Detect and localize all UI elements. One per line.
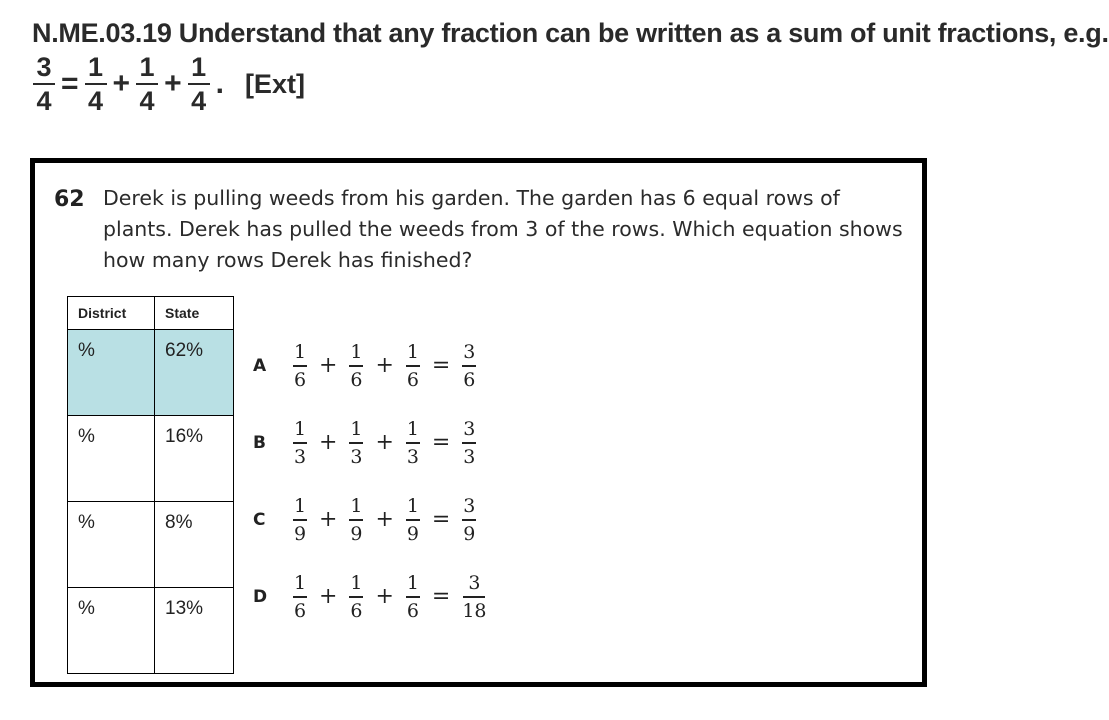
state-cell: 62% [155,330,234,416]
standard-code: N.ME.03.19 [32,18,172,48]
denominator: 3 [406,445,419,468]
fraction-lhs [33,53,55,115]
denominator: 3 [463,445,476,468]
numerator: 1 [293,418,307,440]
denominator: 4 [36,86,52,116]
numerator: 3 [468,572,481,594]
choice-letter: B [253,432,266,453]
fraction-bar [406,596,420,598]
table-row [68,416,234,502]
choice-letter: A [253,355,267,376]
fraction-bar [462,365,476,367]
standard-header [32,18,1109,116]
plus-sign: + [375,507,394,533]
fraction-bar [293,442,307,444]
district-cell: % [68,416,155,502]
numerator: 1 [139,52,155,82]
district-cell: % [68,330,155,416]
extension-tag: [Ext] [244,68,305,99]
numerator: 1 [350,495,363,517]
fraction [406,341,420,391]
table-row [68,502,234,588]
equals-sign: = [431,584,451,610]
fraction-bar [349,442,363,444]
fraction [349,418,363,468]
fraction-bar [188,83,210,85]
state-cell: 16% [155,416,234,502]
fraction [293,572,307,622]
fraction [293,418,307,468]
fraction-bar [349,596,363,598]
answer-choice-b[interactable] [253,418,476,468]
equals-sign: = [61,67,79,100]
period: . [215,67,224,100]
numerator: 1 [293,572,307,594]
numerator: 1 [406,572,419,594]
standard-description: Understand that any fraction can be written as a sum of unit fractions, e.g. [178,18,1109,48]
fraction [406,572,420,622]
numerator: 1 [88,52,104,82]
denominator: 4 [88,86,104,116]
denominator: 6 [406,599,419,622]
numerator: 1 [350,341,363,363]
denominator: 18 [462,599,487,622]
fraction-bar [462,442,476,444]
fraction-bar [293,596,307,598]
equals-sign: = [431,430,451,456]
answer-choice-a[interactable] [253,341,476,391]
denominator: 4 [191,86,207,116]
denominator: 6 [350,368,363,391]
numerator: 1 [350,572,363,594]
standard-example-equation [32,53,932,115]
fraction-bar [349,519,363,521]
standard-line [32,18,1109,49]
district-cell: % [68,588,155,674]
denominator: 9 [463,522,476,545]
plus-sign: + [319,584,338,610]
numerator: 1 [406,418,419,440]
denominator: 3 [293,445,307,468]
fraction-bar [406,519,420,521]
denominator: 4 [139,86,155,116]
fraction-bar [406,442,420,444]
numerator: 3 [463,341,476,363]
fraction-bar [463,596,485,598]
plus-sign: + [375,584,394,610]
denominator: 6 [293,599,307,622]
table-row [68,330,234,416]
fraction-term-3 [188,53,210,115]
fraction [293,495,307,545]
numerator: 1 [191,52,207,82]
fraction-bar [406,365,420,367]
column-header-district: District [68,297,155,330]
fraction-result [462,341,476,391]
fraction [406,495,420,545]
fraction-bar [136,83,158,85]
numerator: 1 [350,418,363,440]
plus-sign: + [375,353,394,379]
question-box [30,158,927,687]
choice-letter: D [253,586,268,607]
numerator: 3 [463,495,476,517]
numerator: 1 [293,495,307,517]
denominator: 6 [463,368,476,391]
fraction-result [462,572,486,622]
fraction [406,418,420,468]
district-cell: % [68,502,155,588]
fraction [349,495,363,545]
fraction [349,572,363,622]
numerator: 1 [406,495,419,517]
plus-sign: + [319,353,338,379]
fraction-bar [33,83,55,85]
plus-sign: + [112,67,131,100]
denominator: 6 [293,368,307,391]
table-row [68,588,234,674]
denominator: 3 [350,445,363,468]
fraction [349,341,363,391]
denominator: 9 [406,522,419,545]
numerator: 1 [293,341,307,363]
denominator: 6 [406,368,419,391]
state-cell: 8% [155,502,234,588]
denominator: 9 [293,522,307,545]
fraction-bar [349,365,363,367]
denominator: 9 [350,522,363,545]
fraction-bar [293,365,307,367]
plus-sign: + [319,507,338,533]
fraction-bar [293,519,307,521]
choice-letter: C [253,509,266,530]
fraction [293,341,307,391]
state-cell: 13% [155,588,234,674]
plus-sign: + [164,67,182,100]
equals-sign: = [431,353,451,379]
numerator: 3 [36,52,52,82]
equals-sign: = [431,507,451,533]
fraction-bar [462,519,476,521]
results-table [67,296,234,674]
fraction-term-2 [136,53,158,115]
numerator: 1 [406,341,419,363]
answer-choice-d[interactable] [253,572,487,622]
fraction-result [462,418,476,468]
denominator: 6 [350,599,363,622]
fraction-term-1 [85,53,107,115]
fraction-result [462,495,476,545]
fraction-bar [85,83,107,85]
question-number: 62 [54,187,85,212]
plus-sign: + [375,430,394,456]
plus-sign: + [319,430,338,456]
table-header-row [68,297,234,330]
column-header-state: State [155,297,234,330]
answer-choice-c[interactable] [253,495,476,545]
numerator: 3 [463,418,476,440]
question-text: Derek is pulling weeds from his garden. The garden has 6 equal rows of plants. Derek has pulled the weeds from 3 of the rows. Which equation shows how many rows Derek has finished? [103,186,903,272]
